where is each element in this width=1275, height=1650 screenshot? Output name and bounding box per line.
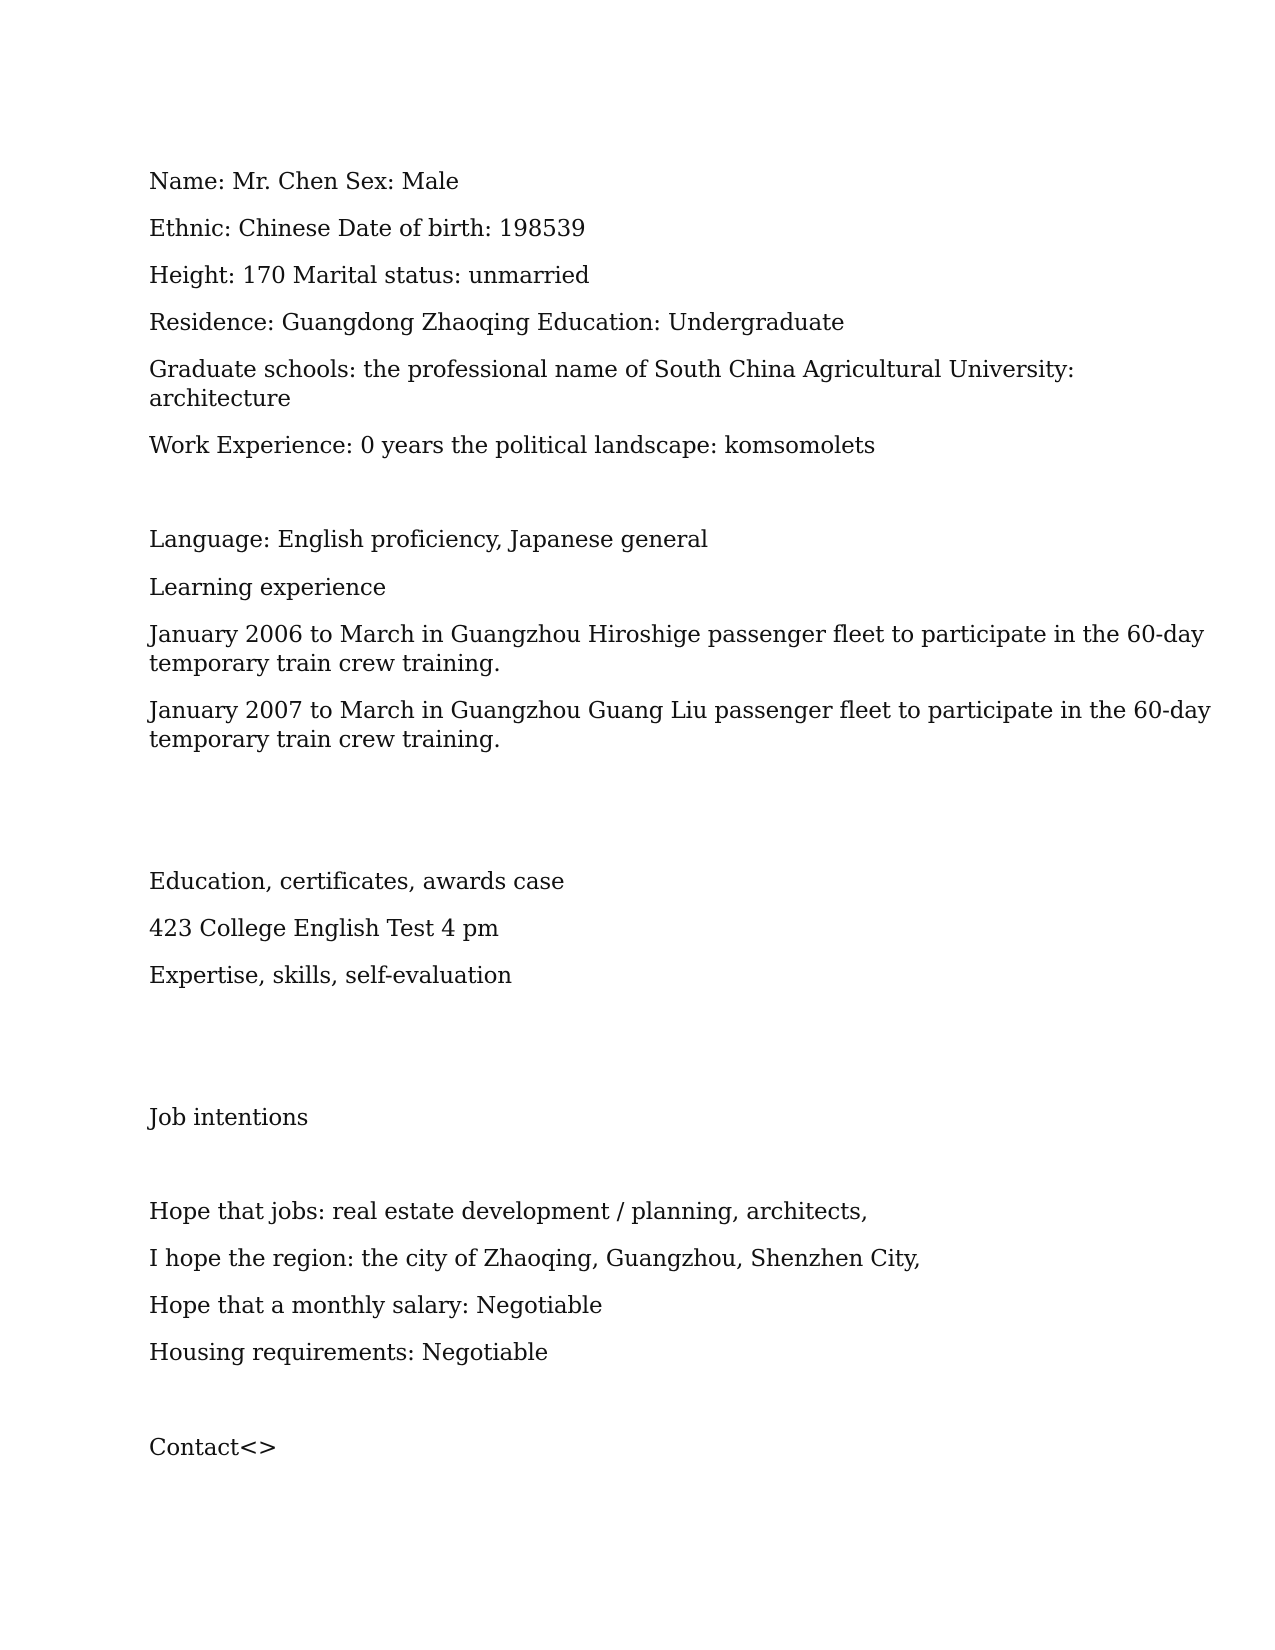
job-housing-line: Housing requirements: Negotiable xyxy=(149,1340,549,1366)
ethnic-birth-line: Ethnic: Chinese Date of birth: 198539 xyxy=(149,216,586,242)
education-heading: Education, certificates, awards case xyxy=(149,869,565,895)
graduate-schools-line-cont: architecture xyxy=(149,386,291,412)
learning-entry-1-cont: temporary train crew training. xyxy=(149,651,501,677)
education-item: 423 College English Test 4 pm xyxy=(149,916,499,942)
learning-entry-2-cont: temporary train crew training. xyxy=(149,727,501,753)
expertise-heading: Expertise, skills, self-evaluation xyxy=(149,963,512,989)
job-region-line: I hope the region: the city of Zhaoqing, Guangzhou, Shenzhen City, xyxy=(149,1246,921,1272)
learning-heading: Learning experience xyxy=(149,575,386,601)
residence-education-line: Residence: Guangdong Zhaoqing Education: Undergraduate xyxy=(149,310,845,336)
graduate-schools-line: Graduate schools: the professional name of South China Agricultural University: xyxy=(149,357,1075,383)
job-salary-line: Hope that a monthly salary: Negotiable xyxy=(149,1293,603,1319)
work-political-line: Work Experience: 0 years the political landscape: komsomolets xyxy=(149,433,876,459)
job-jobs-line: Hope that jobs: real estate development / planning, architects, xyxy=(149,1199,868,1225)
job-heading: Job intentions xyxy=(149,1105,309,1131)
name-sex-line: Name: Mr. Chen Sex: Male xyxy=(149,169,459,195)
contact-line: Contact<> xyxy=(149,1435,278,1461)
learning-entry-1: January 2006 to March in Guangzhou Hiroshige passenger fleet to participate in the 60-day xyxy=(149,622,1204,648)
language-line: Language: English proficiency, Japanese general xyxy=(149,527,708,553)
learning-entry-2: January 2007 to March in Guangzhou Guang Liu passenger fleet to participate in the 60-day xyxy=(149,698,1211,724)
height-marital-line: Height: 170 Marital status: unmarried xyxy=(149,263,590,289)
